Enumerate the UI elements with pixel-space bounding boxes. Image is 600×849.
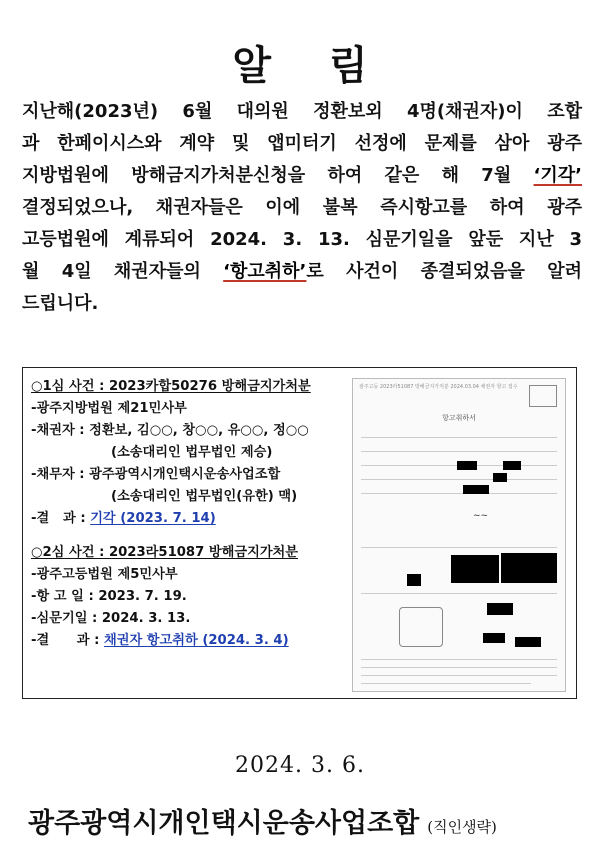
organization-name: 광주광역시개인택시운송사업조합	[28, 808, 420, 839]
notice-line: 드립니다.	[22, 293, 99, 314]
doc-line	[361, 547, 557, 548]
redaction-block	[407, 574, 421, 586]
doc-line	[361, 451, 557, 452]
doc-line	[361, 667, 557, 668]
redaction-block	[483, 633, 505, 643]
title-char-2: 림	[329, 43, 368, 89]
doc-header: 광주고등 2023라51087 방해금지가처분 2024.03.04 채권자 항고 접수	[359, 384, 518, 390]
redaction-block	[451, 555, 499, 583]
case1-heading: ○1심 사건 : 2023카합50276 방해금지가처분	[31, 379, 311, 394]
case2-court: -광주고등법원 제5민사부	[31, 567, 178, 582]
redaction-block	[493, 473, 507, 482]
case1-result-value: 기각 (2023. 7. 14)	[90, 511, 216, 526]
notice-line: 고등법원에 계류되어 2024. 3. 13. 심문기일을 앞둔 지난 3	[22, 229, 582, 250]
case2-appeal-date: -항 고 일 : 2023. 7. 19.	[31, 589, 187, 604]
doc-line	[361, 593, 557, 594]
page-title	[0, 34, 600, 91]
title-char-1: 알	[232, 43, 271, 89]
result-label: -결 과 :	[31, 633, 104, 648]
seal-note: (직인생략)	[427, 818, 497, 836]
notice-line: 과 한페이시스와 계약 및 앱미터기 선정에 문제를 삼아 광주	[22, 133, 582, 154]
case1-creditor: -채권자 : 정환보, 김○○, 창○○, 유○○, 정○○	[31, 423, 309, 438]
redaction-block	[457, 461, 477, 470]
doc-line	[361, 675, 557, 676]
doc-line	[361, 659, 557, 660]
receipt-stamp	[399, 607, 443, 647]
organization-signature	[28, 801, 497, 840]
case1-debtor: -채무자 : 광주광역시개인택시운송사업조합	[31, 467, 281, 482]
notice-paragraph	[22, 96, 582, 320]
case2-result-value: 채권자 항고취하 (2024. 3. 4)	[103, 633, 289, 648]
case1-result	[31, 508, 351, 530]
redaction-block	[487, 603, 513, 615]
case1-debtor-rep: (소송대리인 법무법인(유한) 맥)	[111, 489, 298, 504]
doc-line	[361, 479, 557, 480]
doc-title: 항고취하서	[442, 414, 476, 422]
doc-line	[361, 493, 557, 494]
withdrawal-document-image	[352, 378, 566, 692]
handwritten-note: ~~	[473, 511, 489, 521]
case-details	[31, 376, 351, 652]
doc-corner-stamp	[529, 385, 557, 407]
notice-line: 결정되었으나, 채권자들은 이에 불복 즉시항고를 하여 광주	[22, 197, 582, 218]
redaction-block	[463, 485, 489, 494]
withdrawal-emphasis: ‘항고취하’	[223, 261, 307, 282]
notice-text: 지방법원에 방해금지가처분신청을 하여 같은 해 7월	[22, 165, 534, 186]
notice-text: 월 4일 채권자들의	[22, 261, 224, 282]
redaction-block	[503, 461, 521, 470]
case1-creditor-rep: (소송대리인 법무법인 제승)	[111, 445, 273, 460]
dismissal-emphasis: ‘기각’	[533, 165, 582, 186]
notice-line	[22, 160, 582, 192]
notice-date: 2024. 3. 6.	[235, 753, 365, 778]
case2-result	[31, 630, 351, 652]
case1-court: -광주지방법원 제21민사부	[31, 401, 187, 416]
redaction-block	[501, 553, 557, 583]
case2-hearing-date: -심문기일 : 2024. 3. 13.	[31, 611, 191, 626]
notice-text: 로 사건이 종결되었음을 알려	[306, 261, 582, 282]
result-label: -결 과 :	[31, 511, 91, 526]
notice-line	[22, 256, 582, 288]
case2-heading: ○2심 사건 : 2023라51087 방해금지가처분	[31, 545, 299, 560]
redaction-block	[515, 637, 541, 647]
doc-line	[361, 437, 557, 438]
notice-line: 지난해(2023년) 6월 대의원 정환보외 4명(채권자)이 조합	[22, 101, 582, 122]
doc-line	[361, 683, 531, 684]
case-info-box	[22, 367, 577, 699]
